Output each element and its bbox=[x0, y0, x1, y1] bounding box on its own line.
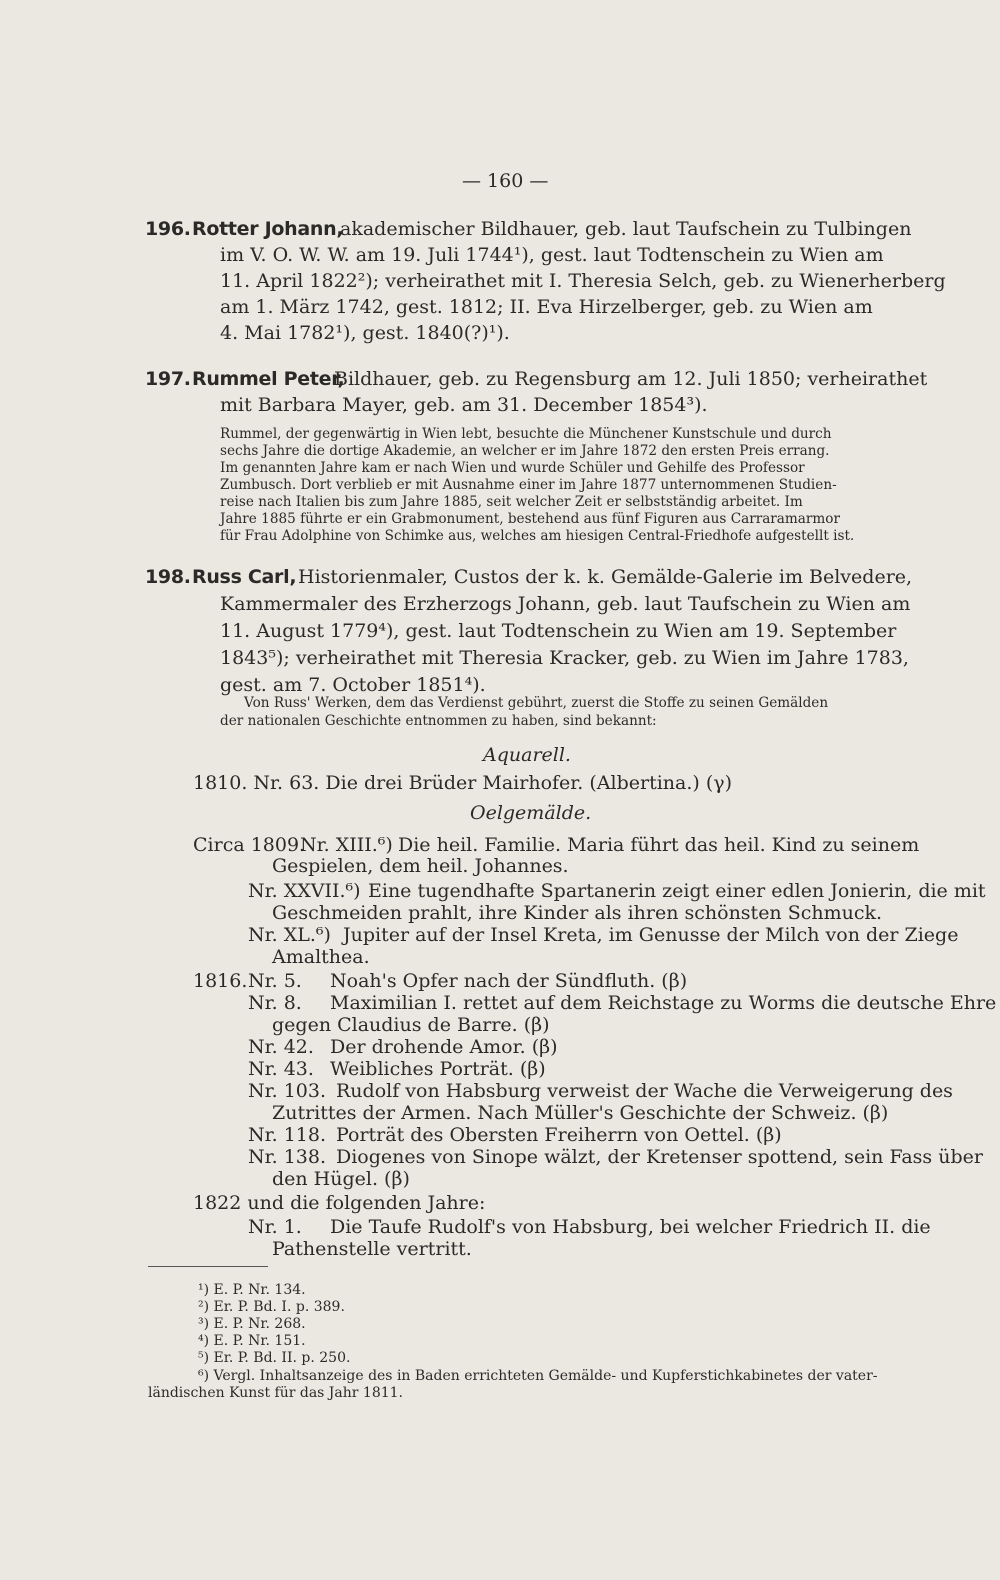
painting-title: Amalthea. bbox=[272, 946, 370, 968]
entry-line: 4. Mai 1782¹), gest. 1840(?)¹). bbox=[220, 322, 510, 344]
entry-line: mit Barbara Mayer, geb. am 31. December 1854³). bbox=[220, 394, 708, 416]
painting-number: Nr. 43. bbox=[248, 1058, 314, 1080]
painting-number: Nr. 8. bbox=[248, 992, 302, 1014]
entry-line: gest. am 7. October 1851⁴). bbox=[220, 674, 486, 696]
entry-line: Bildhauer, geb. zu Regensburg am 12. Juli 1850; verheirathet bbox=[334, 368, 928, 390]
entry-line: akademischer Bildhauer, geb. laut Taufschein zu Tulbingen bbox=[340, 218, 912, 240]
painting-title: Noah's Opfer nach der Sündfluth. (β) bbox=[330, 970, 688, 992]
footnote: ⁵) Er. P. Bd. II. p. 250. bbox=[198, 1350, 351, 1366]
section-title-oelgemaelde: Oelgemälde. bbox=[470, 802, 592, 824]
entry-note-line: Von Russ' Werken, dem das Verdienst gebührt, zuerst die Stoffe zu seinen Gemälden bbox=[244, 695, 829, 711]
footnote-divider bbox=[148, 1266, 268, 1267]
entry-name: Rotter Johann, bbox=[192, 218, 344, 240]
painting-title: gegen Claudius de Barre. (β) bbox=[272, 1014, 550, 1036]
painting-number: Nr. XXVII.⁶) bbox=[248, 880, 361, 902]
entry-line: Historienmaler, Custos der k. k. Gemälde-Galerie im Belvedere, bbox=[298, 566, 913, 588]
entry-note-line: Jahre 1885 führte er ein Grabmonument, bestehend aus fünf Figuren aus Carraramarmor bbox=[220, 511, 840, 527]
painting-number: Nr. 118. bbox=[248, 1124, 327, 1146]
footnote: ⁴) E. P. Nr. 151. bbox=[198, 1333, 306, 1349]
entry-note-line: für Frau Adolphine von Schimke aus, welches am hiesigen Central-Friedhofe aufgestellt ist. bbox=[220, 528, 855, 544]
entry-note-line: der nationalen Geschichte entnommen zu haben, sind bekannt: bbox=[220, 713, 657, 729]
painting-number: Nr. 103. bbox=[248, 1080, 327, 1102]
painting-number: Nr. XL.⁶) bbox=[248, 924, 331, 946]
aquarell-item: 1810. Nr. 63. Die drei Brüder Mairhofer. (Albertina.) (γ) bbox=[193, 772, 733, 794]
entry-note-line: Im genannten Jahre kam er nach Wien und wurde Schüler und Gehilfe des Professor bbox=[220, 460, 805, 476]
painting-number: Nr. 1. bbox=[248, 1216, 302, 1238]
painting-number: Nr. 5. bbox=[248, 970, 302, 992]
painting-title: Weibliches Porträt. (β) bbox=[330, 1058, 546, 1080]
painting-title: Jupiter auf der Insel Kreta, im Genusse der Milch von der Ziege bbox=[343, 924, 959, 946]
painting-year: 1816. bbox=[193, 970, 248, 992]
painting-title: den Hügel. (β) bbox=[272, 1168, 410, 1190]
entry-line: Kammermaler des Erzherzogs Johann, geb. laut Taufschein zu Wien am bbox=[220, 593, 911, 615]
painting-title: Rudolf von Habsburg verweist der Wache die Verweigerung des bbox=[336, 1080, 953, 1102]
footnote: ²) Er. P. Bd. I. p. 389. bbox=[198, 1299, 345, 1315]
entry-name: Russ Carl, bbox=[192, 566, 297, 588]
entry-note-line: sechs Jahre die dortige Akademie, an welcher er im Jahre 1872 den ersten Preis errang. bbox=[220, 443, 830, 459]
painting-number: Nr. XIII.⁶) bbox=[300, 834, 393, 856]
footnote: ländischen Kunst für das Jahr 1811. bbox=[148, 1385, 404, 1401]
painting-title: Die Taufe Rudolf's von Habsburg, bei welcher Friedrich II. die bbox=[330, 1216, 931, 1238]
entry-line: 11. August 1779⁴), gest. laut Todtenschein zu Wien am 19. September bbox=[220, 620, 897, 642]
section-title-aquarell: Aquarell. bbox=[483, 744, 571, 766]
painting-title: Geschmeiden prahlt, ihre Kinder als ihren schönsten Schmuck. bbox=[272, 902, 883, 924]
painting-title: Der drohende Amor. (β) bbox=[330, 1036, 558, 1058]
page-number: — 160 — bbox=[462, 170, 549, 192]
footnote: ³) E. P. Nr. 268. bbox=[198, 1316, 306, 1332]
painting-year: 1822 und die folgenden Jahre: bbox=[193, 1192, 486, 1214]
entry-name: Rummel Peter, bbox=[192, 368, 345, 390]
painting-title: Die heil. Familie. Maria führt das heil. Kind zu seinem bbox=[398, 834, 920, 856]
footnote: ¹) E. P. Nr. 134. bbox=[198, 1282, 306, 1298]
entry-note-line: Rummel, der gegenwärtig in Wien lebt, besuchte die Münchener Kunstschule und durch bbox=[220, 426, 832, 442]
painting-number: Nr. 138. bbox=[248, 1146, 327, 1168]
entry-number: 196. bbox=[145, 218, 191, 240]
painting-number: Nr. 42. bbox=[248, 1036, 314, 1058]
entry-line: im V. O. W. W. am 19. Juli 1744¹), gest. laut Todtenschein zu Wien am bbox=[220, 244, 884, 266]
painting-title: Eine tugendhafte Spartanerin zeigt einer edlen Jonierin, die mit bbox=[368, 880, 986, 902]
entry-note-line: Zumbusch. Dort verblieb er mit Ausnahme einer im Jahre 1877 unternommenen Studien- bbox=[220, 477, 837, 493]
painting-title: Gespielen, dem heil. Johannes. bbox=[272, 855, 569, 877]
entry-line: 1843⁵); verheirathet mit Theresia Kracker, geb. zu Wien im Jahre 1783, bbox=[220, 647, 909, 669]
painting-title: Maximilian I. rettet auf dem Reichstage zu Worms die deutsche Ehre bbox=[330, 992, 997, 1014]
painting-title: Porträt des Obersten Freiherrn von Oettel. (β) bbox=[336, 1124, 782, 1146]
entry-number: 197. bbox=[145, 368, 191, 390]
entry-number: 198. bbox=[145, 566, 191, 588]
painting-title: Diogenes von Sinope wälzt, der Kretenser spottend, sein Fass über bbox=[336, 1146, 983, 1168]
painting-year: Circa 1809. bbox=[193, 834, 306, 856]
footnote: ⁶) Vergl. Inhaltsanzeige des in Baden errichteten Gemälde- und Kupferstichkabinetes der vater- bbox=[198, 1368, 878, 1384]
entry-line: 11. April 1822²); verheirathet mit I. Theresia Selch, geb. zu Wienerherberg bbox=[220, 270, 946, 292]
entry-note-line: reise nach Italien bis zum Jahre 1885, seit welcher Zeit er selbstständig arbeitet. Im bbox=[220, 494, 803, 510]
painting-title: Zutrittes der Armen. Nach Müller's Geschichte der Schweiz. (β) bbox=[272, 1102, 889, 1124]
painting-title: Pathenstelle vertritt. bbox=[272, 1238, 472, 1260]
entry-line: am 1. März 1742, gest. 1812; II. Eva Hirzelberger, geb. zu Wien am bbox=[220, 296, 873, 318]
